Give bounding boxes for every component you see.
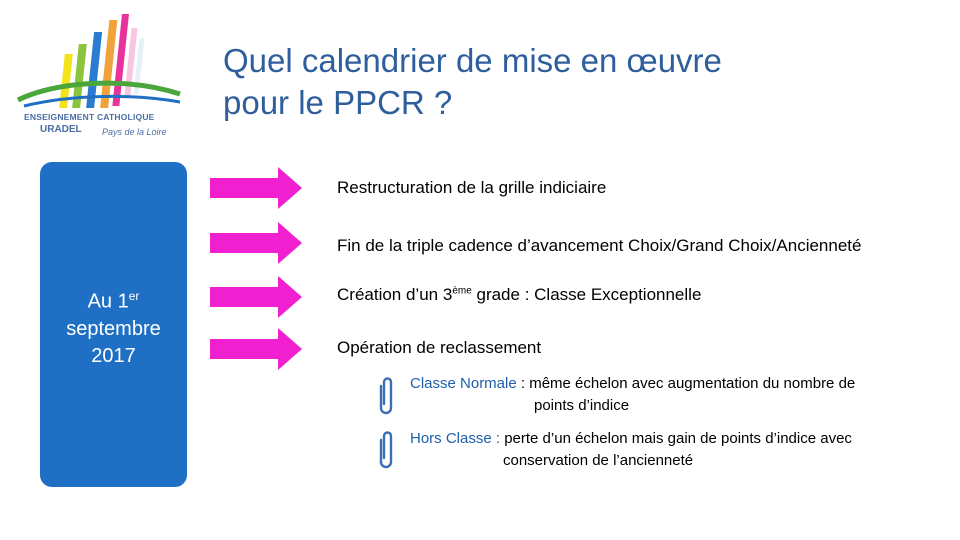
subitem-classe-normale: Classe Normale : même échelon avec augmentation du nombre de points d’indice [410, 373, 855, 417]
paperclip-icon [373, 428, 399, 472]
item-fin-cadence: Fin de la triple cadence d’avancement Choix/Grand Choix/Ancienneté [337, 236, 862, 255]
arrow-right-icon [210, 328, 302, 370]
title-line-2: pour le PPCR ? [223, 84, 453, 121]
date-line-1: Au 1er [87, 289, 140, 313]
logo-region: Pays de la Loire [102, 127, 167, 137]
date-text [66, 283, 161, 370]
date-box [40, 162, 187, 487]
paperclip-icon [373, 374, 399, 418]
logo-name: ENSEIGNEMENT CATHOLIQUE [24, 112, 155, 122]
date-line-3: 2017 [91, 344, 136, 367]
page-title [223, 40, 722, 124]
logo-org: URADEL [40, 124, 82, 135]
subitem-continuation: conservation de l’ancienneté [503, 452, 694, 469]
subitem-hors-classe: Hors Classe : perte d’un échelon mais gain de points d’indice avec conservation de l’ancienneté [410, 428, 852, 472]
item-reclassement: Opération de reclassement [337, 338, 542, 357]
subitem-label: Hors Classe : [410, 430, 501, 447]
arrow-right-icon [210, 222, 302, 264]
subitem-label: Classe Normale [410, 375, 517, 392]
subitem-continuation: points d’indice [534, 397, 630, 414]
arrow-right-icon [210, 167, 302, 209]
item-restructuration: Restructuration de la grille indiciaire [337, 178, 607, 197]
date-line-2: septembre [66, 317, 161, 340]
arrow-right-icon [210, 276, 302, 318]
title-line-1: Quel calendrier de mise en œuvre [223, 42, 722, 79]
item-creation-grade: Création d’un 3ème grade : Classe Exceptionnelle [337, 285, 702, 304]
logo-graphic [14, 14, 186, 114]
logo [14, 14, 186, 162]
